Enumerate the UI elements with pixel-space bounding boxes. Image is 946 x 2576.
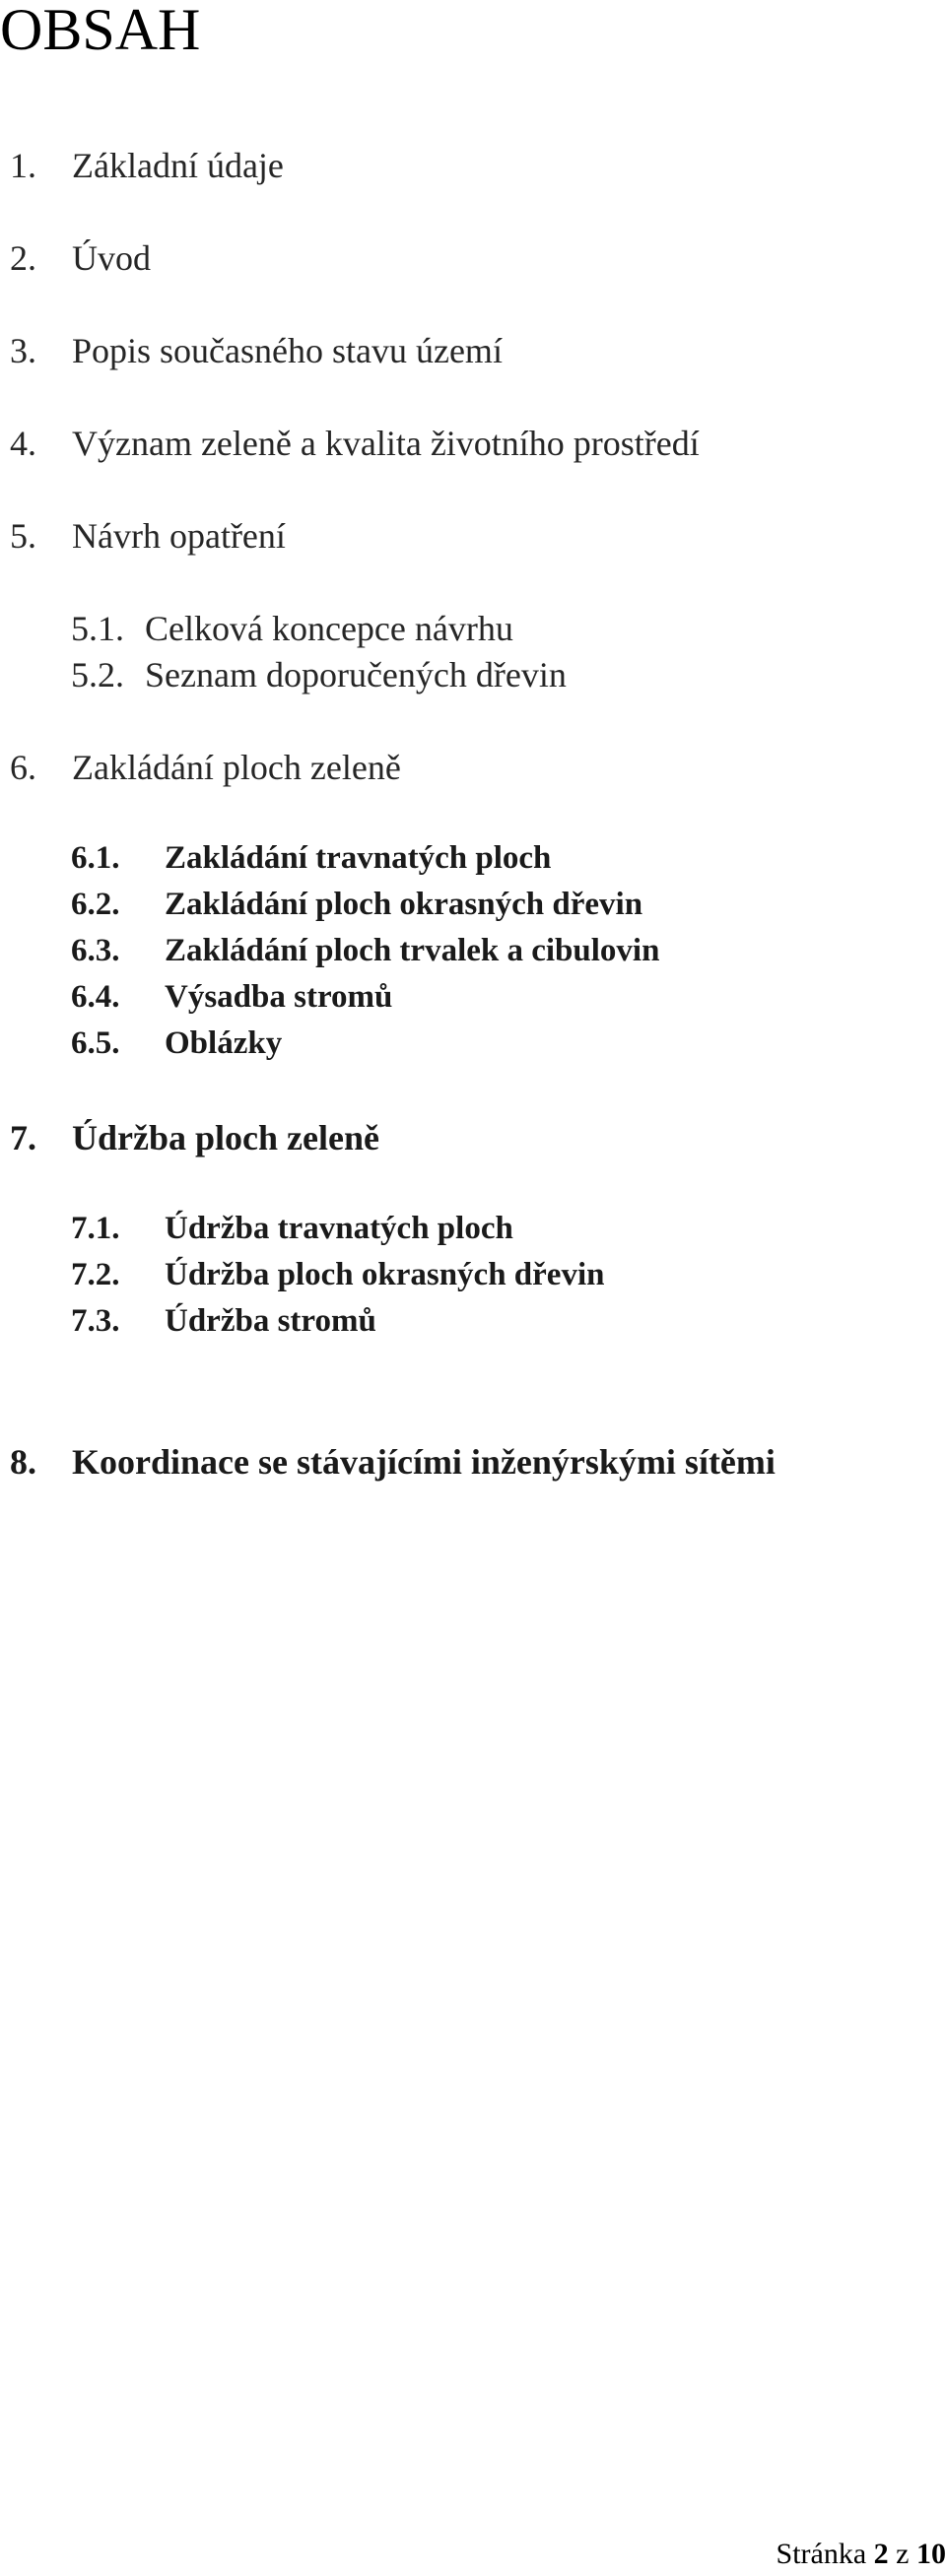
toc-number: 1.: [10, 146, 36, 185]
footer-separator: z: [896, 2538, 910, 2570]
toc-text: Údržba travnatých ploch: [165, 1211, 513, 1246]
toc-number: 8.: [10, 1442, 36, 1482]
footer-current-page: 2: [873, 2538, 889, 2570]
toc-number: 7.2.: [71, 1257, 120, 1292]
toc-text: Celková koncepce návrhu: [145, 609, 513, 648]
toc-text: Zakládání travnatých ploch: [165, 840, 552, 876]
toc-number: 6.2.: [71, 887, 120, 922]
toc-text: Výsadba stromů: [165, 979, 393, 1015]
toc-number: 6.: [10, 748, 36, 787]
toc-text: Údržba ploch zeleně: [72, 1118, 379, 1157]
page-title: OBSAH: [0, 0, 201, 62]
toc-number: 6.3.: [71, 933, 120, 968]
toc-text: Oblázky: [165, 1025, 283, 1061]
toc-number: 5.1.: [71, 609, 124, 648]
toc-number: 7.3.: [71, 1303, 120, 1339]
page-footer: [777, 2540, 946, 2569]
toc-text: Koordinace se stávajícími inženýrskými sítěmi: [72, 1442, 776, 1482]
toc-number: 5.2.: [71, 655, 124, 694]
toc-text: Zakládání ploch okrasných dřevin: [165, 887, 643, 922]
toc-number: 2.: [10, 238, 36, 278]
toc-number: 6.5.: [71, 1025, 120, 1061]
footer-total-pages: 10: [916, 2538, 946, 2570]
toc-text: Úvod: [72, 238, 151, 278]
toc-text: Údržba ploch okrasných dřevin: [165, 1257, 605, 1292]
toc-number: 7.1.: [71, 1211, 120, 1246]
toc-text: Návrh opatření: [72, 516, 286, 556]
toc-number: 4.: [10, 424, 36, 463]
toc-number: 6.4.: [71, 979, 120, 1015]
toc-number: 5.: [10, 516, 36, 556]
toc-text: Zakládání ploch trvalek a cibulovin: [165, 933, 660, 968]
toc-text: Seznam doporučených dřevin: [145, 655, 567, 694]
toc-number: 7.: [10, 1118, 36, 1157]
toc-number: 6.1.: [71, 840, 120, 876]
toc-text: Základní údaje: [72, 146, 284, 185]
toc-text: Údržba stromů: [165, 1303, 376, 1339]
toc-text: Popis současného stavu území: [72, 331, 503, 370]
footer-label: Stránka: [776, 2538, 867, 2570]
toc-number: 3.: [10, 331, 36, 370]
toc-text: Význam zeleně a kvalita životního prostředí: [72, 424, 700, 463]
toc-text: Zakládání ploch zeleně: [72, 748, 401, 787]
